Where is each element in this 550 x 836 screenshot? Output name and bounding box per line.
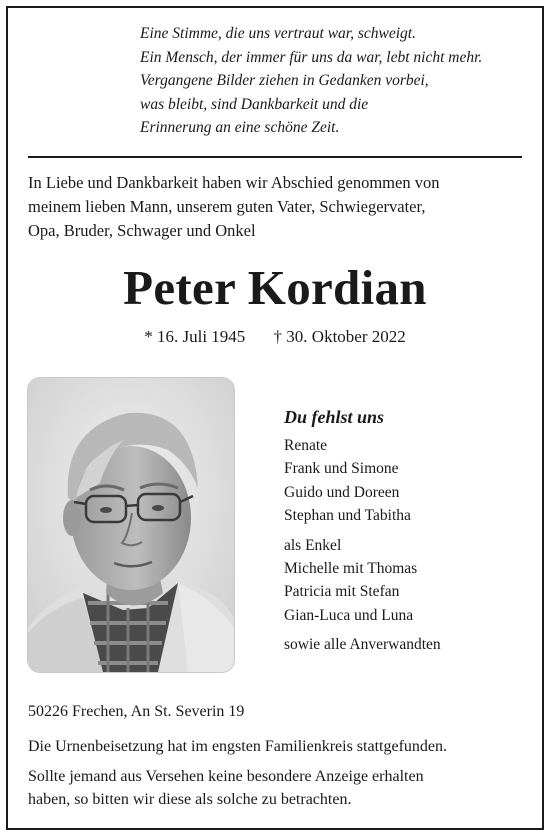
intro-text (28, 171, 522, 243)
deceased-name: Peter Kordian (123, 260, 427, 315)
poem-line: Eine Stimme, die uns vertraut war, schweigt. (140, 25, 416, 42)
poem (140, 22, 482, 140)
footer-line: haben, so bitten wir diese als solche zu betrachten. (28, 791, 352, 808)
footer-line: Die Urnenbeisetzung hat im engsten Familienkreis stattgefunden. (28, 738, 447, 755)
list-item: Michelle mit Thomas (284, 560, 418, 578)
portrait-illustration (28, 378, 234, 672)
notice-note (28, 765, 528, 812)
list-item: Stephan und Tabitha (284, 507, 411, 525)
footer-text (28, 735, 528, 818)
list-item: Frank und Simone (284, 460, 399, 478)
mourners-heading: Du fehlst uns (284, 407, 385, 427)
address: 50226 Frechen, An St. Severin 19 (28, 703, 245, 720)
birth-date: * 16. Juli 1945 (144, 327, 246, 346)
poem-line: Erinnerung an eine schöne Zeit. (140, 119, 340, 136)
mourners-list (284, 404, 441, 657)
list-item: Renate (284, 437, 328, 454)
footer-line: Sollte jemand aus Versehen keine besondere Anzeige erhalten (28, 767, 424, 785)
intro-line: In Liebe und Dankbarkeit haben wir Abschied genommen von (28, 173, 440, 192)
mourners-closing: sowie alle Anverwandten (284, 636, 441, 654)
divider-top (28, 156, 522, 158)
list-item: Guido und Doreen (284, 483, 400, 501)
list-item: Gian-Luca und Luna (284, 606, 414, 624)
death-date: † 30. Oktober 2022 (273, 327, 406, 346)
poem-line: Vergangene Bilder ziehen in Gedanken vorbei, (140, 72, 429, 89)
portrait-photo (28, 378, 234, 672)
intro-line: meinem lieben Mann, unserem guten Vater, Schwiegervater, (28, 197, 426, 216)
intro-line: Opa, Bruder, Schwager und Onkel (28, 221, 256, 240)
life-dates (0, 325, 550, 349)
poem-line: was bleibt, sind Dankbarkeit und die (140, 95, 369, 113)
family-group (284, 434, 441, 528)
ceremony-note (28, 735, 528, 759)
grandchildren-group (284, 534, 441, 628)
grandchildren-intro: als Enkel (284, 536, 342, 554)
poem-line: Ein Mensch, der immer für uns da war, lebt nicht mehr. (140, 48, 483, 66)
list-item: Patricia mit Stefan (284, 583, 400, 601)
